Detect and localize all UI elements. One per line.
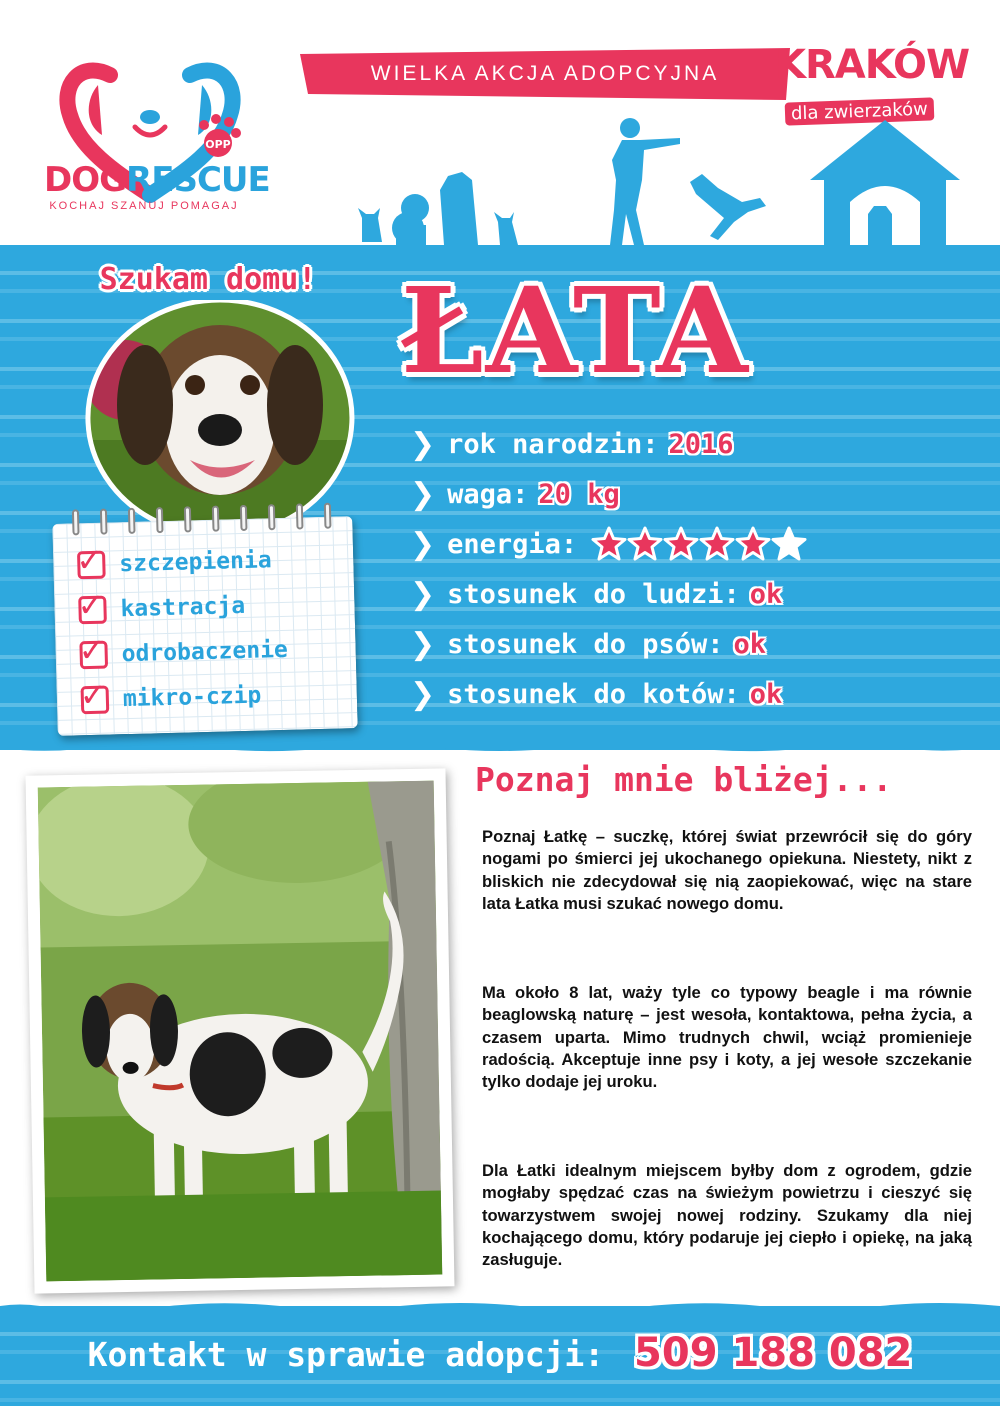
binder-ring [100,509,108,535]
binder-ring [184,506,192,532]
star-empty-icon [771,526,807,562]
panel-torn-edge [0,740,1000,754]
checkbox-icon: ✓ [77,551,106,580]
energy-rating [591,526,807,562]
checklist-label: odrobaczenie [121,636,289,668]
chevron-right-icon: ❯ [410,476,436,512]
checklist-label: szczepienia [119,547,272,578]
binder-ring [212,506,220,532]
chevron-right-icon: ❯ [410,526,436,562]
fact-cats [410,674,782,714]
fact-people [410,574,782,614]
logo-tagline: KOCHAJ SZANUJ POMAGAJ [49,200,239,212]
checklist-label: mikro-czip [122,682,262,713]
fact-label: stosunek do kotów: [447,678,740,710]
about-heading: Poznaj mnie bliżej... [475,760,893,799]
checklist-item [77,540,272,585]
fact-value: ok [749,578,783,610]
fact-dogs [410,624,766,664]
star-filled-icon [627,526,663,562]
fact-label: energia: [447,528,578,560]
chevron-right-icon: ❯ [410,426,436,462]
dog-name: ŁATA [400,261,750,400]
fact-label: stosunek do ludzi: [447,578,740,610]
fact-label: stosunek do psów: [447,628,724,660]
checklist-item [78,586,246,630]
chevron-right-icon: ❯ [410,626,436,662]
checkbox-icon: ✓ [81,686,110,715]
checklist-item [80,676,261,721]
fact-weight [410,474,620,514]
dog-full-photo [38,781,443,1282]
chevron-right-icon: ❯ [410,576,436,612]
fact-birth-year [410,424,734,464]
binder-ring [324,503,332,529]
health-checklist-card [52,516,357,736]
about-paragraph: Dla Łatki idealnym miejscem byłby dom z ogrodem, gdzie mogłaby spędzać czas na świeżym powietrzu i cieszyć się towarzystwem swojej nowej rodziny. Szukamy dla niej kochającego domu, który podaruje jej ciepło i opiekę, na jaką zasługuje. [482,1161,972,1270]
binder-ring [128,508,136,534]
fact-label: waga: [447,478,529,510]
logo-wordmark [44,160,270,212]
binder-ring [72,509,80,535]
banner-text: WIELKA AKCJA ADOPCYJNA [370,62,720,85]
animals-silhouette [340,110,980,250]
fact-energy [410,524,807,564]
about-paragraph: Poznaj Łatkę – suczkę, której świat przewrócił się do góry nogami po śmierci jej ukochanego opiekuna. Niestety, nikt z bliskich nie zdecydował się nią zaopiekować, więc na stare lata Łatka musi szukać nowego domu. [482,827,972,913]
star-filled-icon [735,526,771,562]
fact-value: 20 kg [538,478,620,510]
fact-label: rok narodzin: [447,428,659,460]
fact-value: 2016 [668,428,734,460]
seeking-home-label: Szukam domu! [99,262,317,297]
logo-word-rescue: RESCUE [126,160,270,200]
checklist-item [79,630,288,675]
star-filled-icon [699,526,735,562]
dog-portrait-photo [85,300,355,522]
checkbox-icon: ✓ [78,596,107,625]
dog-photo-frame [26,768,455,1293]
contact-label: Kontakt w sprawie adopcji: [87,1335,605,1374]
logo-badge: OPP [205,138,231,151]
checkbox-icon: ✓ [79,641,108,670]
checklist-label: kastracja [120,592,246,623]
star-filled-icon [591,526,627,562]
star-filled-icon [663,526,699,562]
phone-number[interactable]: 509 188 082 [634,1330,913,1376]
contact-line [0,1330,1000,1376]
about-paragraph: Ma około 8 lat, waży tyle co typowy beagle i ma równie beaglowską naturę – jest wesoła, kontaktowa, pełna życia, a czasem uparta. Mimo trudnych chwil, wciąż promienieje radością. Akceptuje inne psy i koty, a jej wesołe szczekanie tylko dodaje jej uroku. [482,983,972,1092]
binder-ring [296,503,304,529]
chevron-right-icon: ❯ [410,676,436,712]
binder-ring [240,505,248,531]
binder-ring [268,504,276,530]
fact-value: ok [749,678,783,710]
krakow-logo: KRAKÓW [775,42,970,88]
krakow-subtitle: dla zwierzaków [785,97,935,125]
fact-value: ok [733,628,766,660]
logo-word-dog: DOG [44,160,127,200]
binder-ring [156,507,164,533]
